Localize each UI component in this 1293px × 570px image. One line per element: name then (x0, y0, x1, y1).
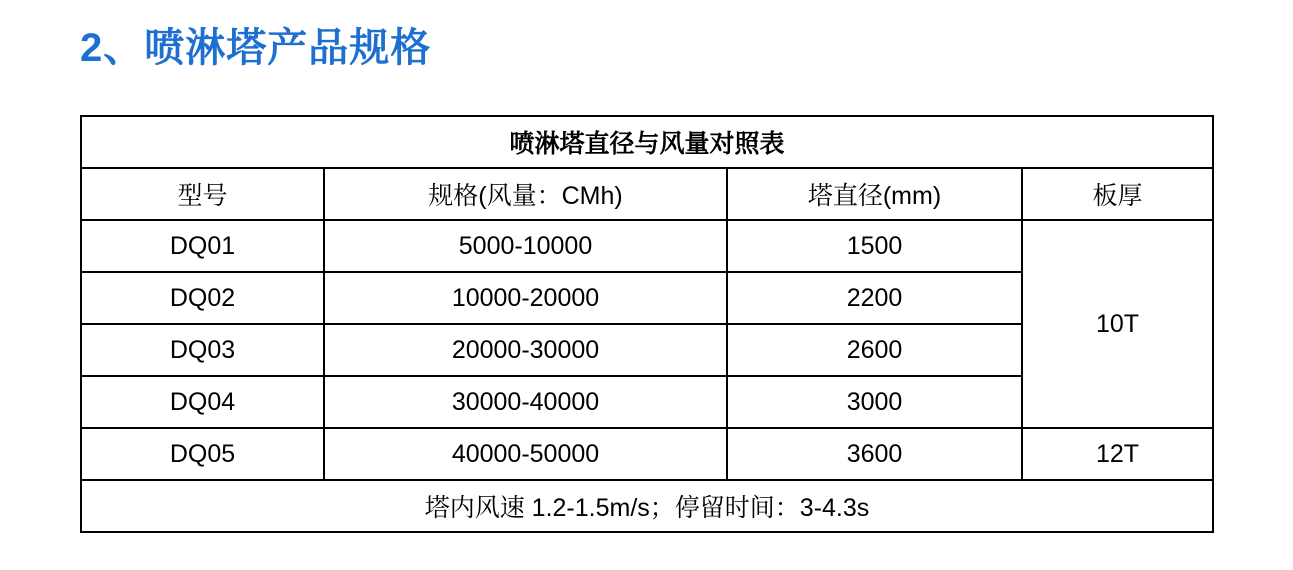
cell-model: DQ02 (81, 272, 324, 324)
cell-thickness-group: 10T (1022, 220, 1213, 428)
cell-model: DQ04 (81, 376, 324, 428)
cell-spec: 40000-50000 (324, 428, 727, 480)
column-header-model: 型号 (81, 168, 324, 220)
column-header-spec: 规格(风量：CMh) (324, 168, 727, 220)
cell-diameter: 2200 (727, 272, 1022, 324)
cell-spec: 20000-30000 (324, 324, 727, 376)
table-title: 喷淋塔直径与风量对照表 (81, 116, 1213, 168)
table-header-row (81, 168, 1213, 220)
table-row (81, 220, 1213, 272)
page-title: 2、喷淋塔产品规格 (80, 26, 432, 70)
table-footer-row (81, 480, 1213, 532)
column-header-thickness: 板厚 (1022, 168, 1213, 220)
cell-diameter: 2600 (727, 324, 1022, 376)
spec-table-container (80, 115, 1212, 533)
spray-tower-spec-table (80, 115, 1214, 533)
cell-model: DQ01 (81, 220, 324, 272)
table-row (81, 428, 1213, 480)
column-header-diameter: 塔直径(mm) (727, 168, 1022, 220)
cell-model: DQ05 (81, 428, 324, 480)
cell-model: DQ03 (81, 324, 324, 376)
cell-spec: 5000-10000 (324, 220, 727, 272)
cell-spec: 30000-40000 (324, 376, 727, 428)
cell-spec: 10000-20000 (324, 272, 727, 324)
cell-diameter: 3600 (727, 428, 1022, 480)
table-footer-note: 塔内风速 1.2-1.5m/s；停留时间：3-4.3s (81, 480, 1213, 532)
table-title-row (81, 116, 1213, 168)
cell-diameter: 1500 (727, 220, 1022, 272)
cell-thickness-group: 12T (1022, 428, 1213, 480)
cell-diameter: 3000 (727, 376, 1022, 428)
